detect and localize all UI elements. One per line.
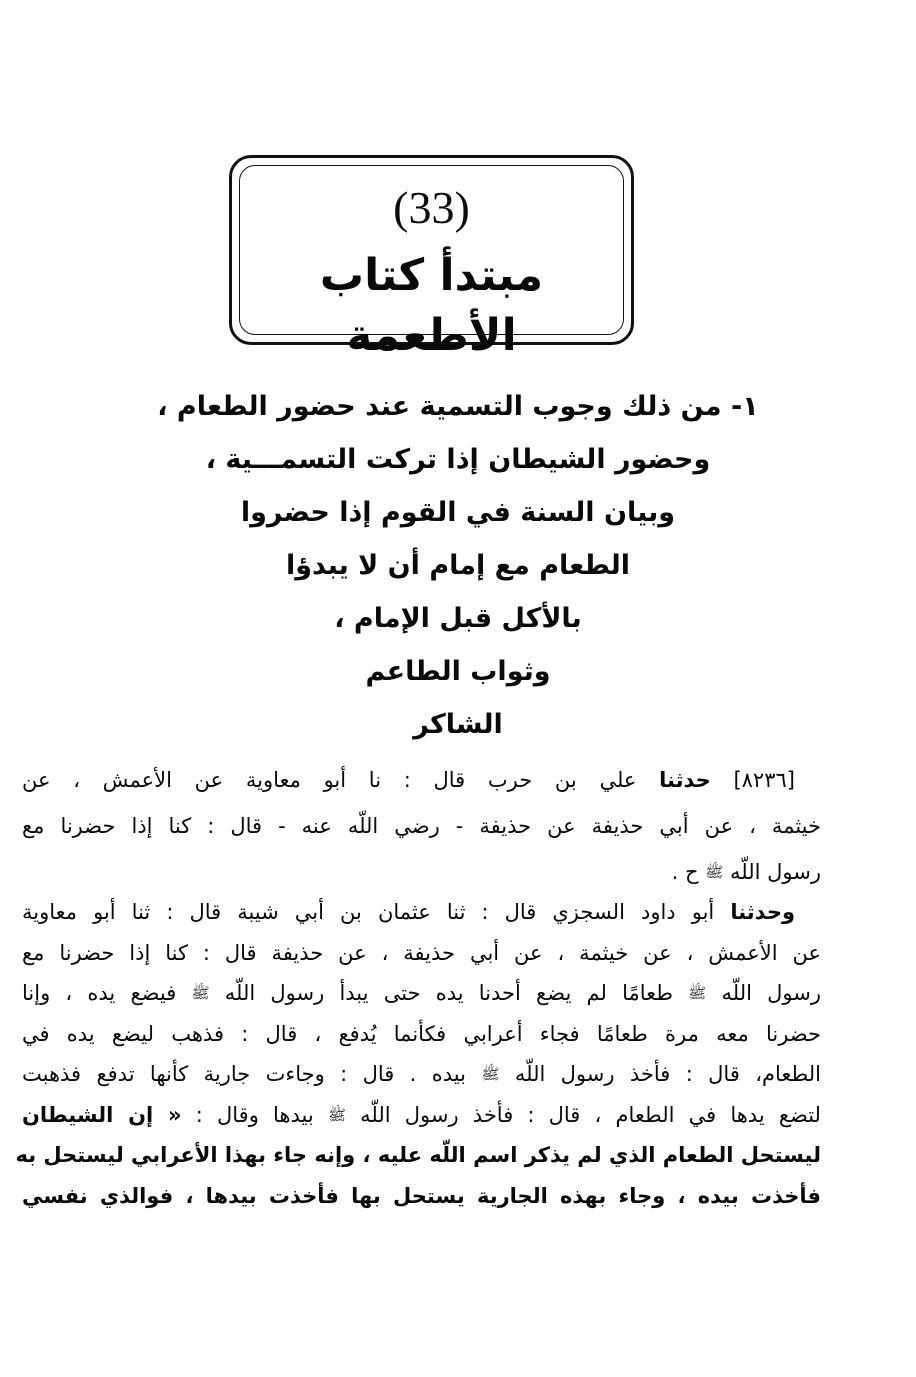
heading-line: ١- من ذلك وجوب التسمية عند حضور الطعام ، <box>157 391 759 422</box>
heading-line: وحضور الشيطان إذا تركت التسمـــية ، <box>205 444 711 475</box>
text-line <box>22 1054 821 1095</box>
chapter-number: (33) <box>393 182 470 233</box>
text-span: طعامًا لم يضع أحدنا يده حتى يبدأ رسول اللّه <box>224 981 673 1005</box>
text-line <box>22 757 821 803</box>
text-span: رسول اللّه <box>730 860 821 884</box>
text-line: حضرنا معه مرة طعامًا فجاء أعرابي فكأنما يُدفع ، قال : فذهب ليضع يده في <box>22 1021 821 1046</box>
narration-keyword: وحدثنا <box>730 900 796 924</box>
text-span: رسول اللّه <box>721 981 821 1005</box>
text-line <box>22 892 821 933</box>
quoted-saying-start: « إن الشيطان <box>22 1102 182 1127</box>
heading-line: وثواب الطاعم <box>365 656 551 687</box>
heading-line: بالأكل قبل الإمام ، <box>334 603 582 634</box>
section-heading <box>60 380 856 751</box>
salutation-glyph: ﷺ <box>705 863 724 881</box>
text-line: ليستحل الطعام الذي لم يذكر اسم اللّه عليه ، وإنه جاء بهذا الأعرابي ليستحل به <box>15 1143 821 1167</box>
heading-line: الطعام مع إمام أن لا يبدؤا <box>285 550 631 581</box>
text-span: الطعام، قال : فأخذ رسول اللّه <box>514 1062 822 1086</box>
text-span: ح . <box>671 860 699 884</box>
text-span: أبو داود السجزي قال : ثنا عثمان بن أبي شيبة قال : ثنا أبو معاوية <box>22 900 715 924</box>
chapter-title: مبتدأ كتاب الأطعمة <box>319 250 544 361</box>
text-span: بيده . قال : وجاءت جارية كأنها تدفع فذهبت <box>22 1062 466 1086</box>
salutation-glyph: ﷺ <box>481 1065 500 1083</box>
text-span: بيدها وقال : <box>195 1102 314 1127</box>
hadith-number: [٨٢٣٦] <box>733 768 795 792</box>
hadith-paragraph-2 <box>15 892 822 1216</box>
text-line <box>22 1095 821 1136</box>
text-line: فأخذت بيده ، وجاء بهذه الجارية يستحل بها فأخذت بيدها ، فوالذي نفسي <box>22 1183 821 1208</box>
text-line <box>22 973 821 1014</box>
hadith-paragraph-1 <box>22 757 821 895</box>
text-span: علي بن حرب قال : نا أبو معاوية عن الأعمش ، عن <box>22 768 637 792</box>
salutation-glyph: ﷺ <box>327 1105 346 1124</box>
text-line <box>22 849 821 895</box>
heading-line: وبيان السنة في القوم إذا حضروا <box>240 497 676 528</box>
text-line: خيثمة ، عن أبي حذيفة عن حذيفة - رضي اللّه عنه - قال : كنا إذا حضرنا مع <box>22 814 821 838</box>
salutation-glyph: ﷺ <box>688 984 707 1002</box>
salutation-glyph: ﷺ <box>191 984 210 1002</box>
chapter-title-box <box>229 155 634 361</box>
text-span: لتضع يدها في الطعام ، قال : فأخذ رسول اللّه <box>360 1102 821 1127</box>
text-line: عن الأعمش ، عن خيثمة ، عن أبي حذيفة ، عن حذيفة قال : كنا إذا حضرنا مع <box>22 940 821 965</box>
narration-keyword: حدثنا <box>659 768 711 792</box>
text-span: فيضع يده ، وإنا <box>22 981 177 1005</box>
heading-line: الشاكر <box>413 709 503 740</box>
